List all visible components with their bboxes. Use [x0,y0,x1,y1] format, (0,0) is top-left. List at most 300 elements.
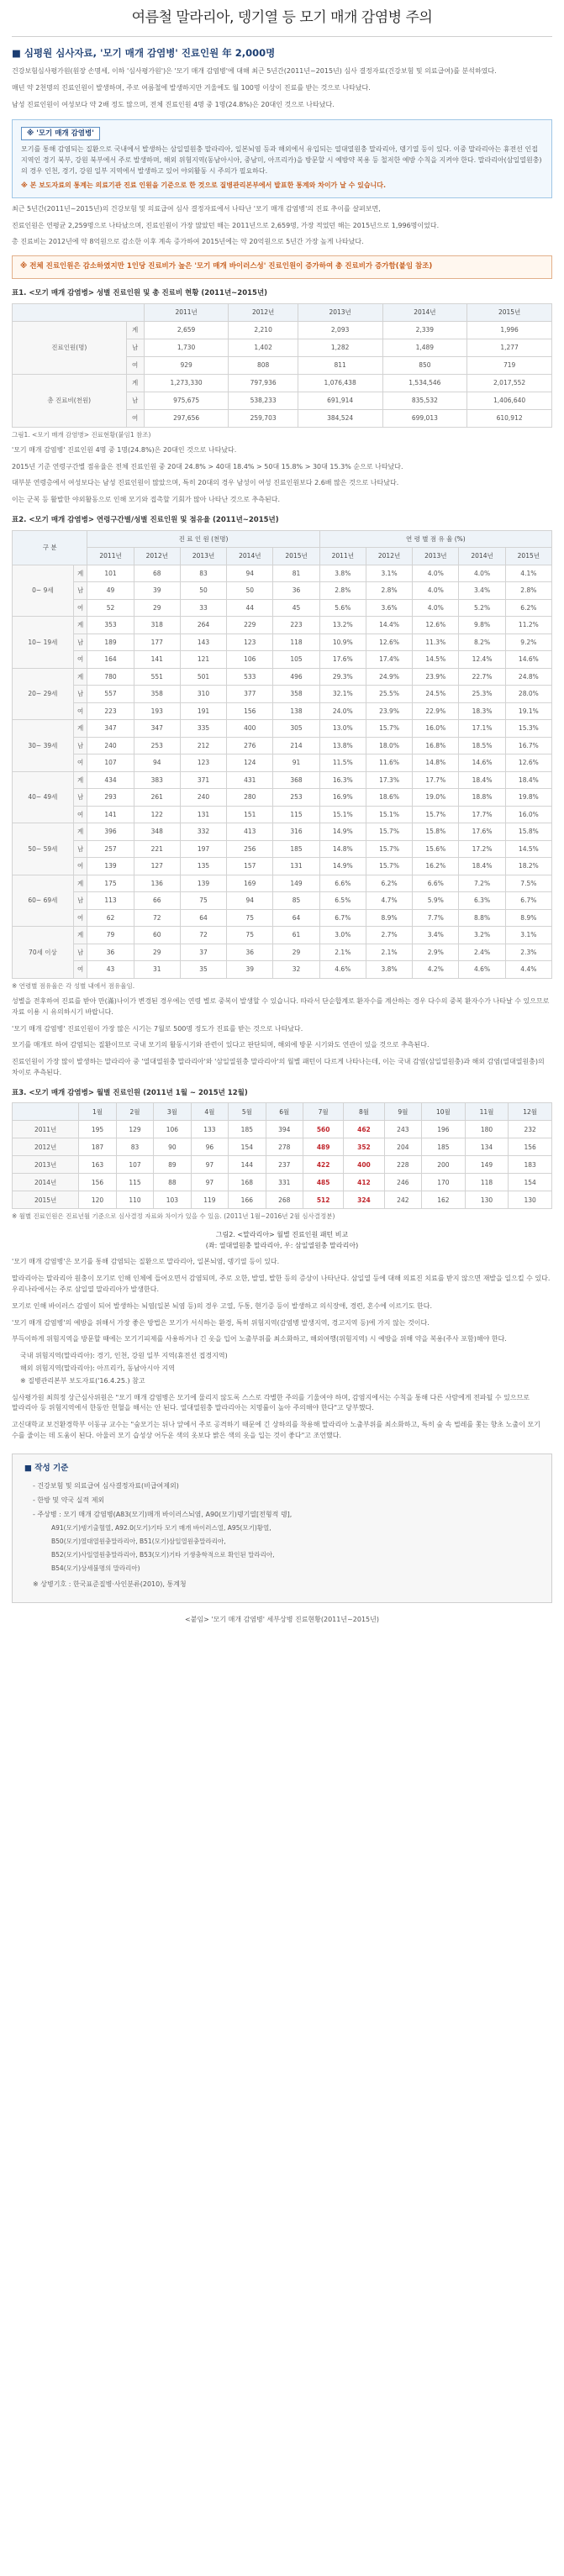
table3-cell: 130 [509,1191,552,1209]
table3-cell: 119 [191,1191,228,1209]
table3-year-label: 2015년 [13,1191,79,1209]
table2-cell: 24.5% [413,686,459,703]
table3-cell: 156 [509,1138,552,1156]
table2-cell: 2.1% [366,944,412,961]
table2-age-label: 10~ 19세 [13,617,74,669]
table-row [13,1174,552,1191]
table2-year-header: 2012년 [366,548,412,565]
table2-cell: 131 [273,858,319,875]
table3-month-header: 9월 [384,1103,421,1121]
table1-cell: 610,912 [467,409,552,427]
table1-cell: 297,656 [144,409,229,427]
table3-cell: 90 [154,1138,191,1156]
paragraph: 말라리아는 말라리아 원충이 모기로 인해 인체에 들어오면서 감염되며, 주로 오한, 발열, 발한 등의 증상이 나타난다. 삼일열 등에 대해 의료진 치료를 받지 않으면 재발을 일으킬 수 있다. 우리나라에서는 주로 삼일열 말라리아가 발생한다. [12,1275,551,1293]
table2-cell: 123 [227,633,273,651]
table3-cell: 228 [384,1156,421,1174]
table2-cell: 8.9% [366,909,412,927]
table3-cell: 204 [384,1138,421,1156]
table2-cell: 3.6% [366,599,412,617]
table-row [13,754,552,772]
table2-sex-label: 계 [73,875,87,892]
table2-cell: 240 [87,737,134,754]
table3-cell: 352 [344,1138,384,1156]
table2-cell: 175 [87,875,134,892]
table1-cell: 811 [298,356,382,374]
table1-cell: 1,076,438 [298,374,382,392]
table2-cell: 135 [180,858,226,875]
table1-cell: 1,996 [467,321,552,339]
table2-cell: 75 [180,892,226,910]
table2-cell: 143 [180,633,226,651]
table2-sex-label: 여 [73,858,87,875]
table2-cell: 113 [87,892,134,910]
table2-cell: 4.1% [505,565,551,582]
paragraph: 진료인원이 가장 많이 발생하는 말라리아 중 '열대열원충 말라리아'와 '삼일열원충 말라리아'의 월별 패턴이 다르게 나타나는데, 이는 국내 감염(삼일열원충)과 해외 감염(열대열원충)의 차이로 추측된다. [12,1058,545,1076]
table3-cell: 180 [465,1121,509,1138]
table2-sex-label: 계 [73,720,87,738]
table3 [12,1102,552,1209]
bullet-item: 국내 위험지역(말라리아): 경기, 인천, 강원 일부 지역(휴전선 접경지역) [20,1352,228,1360]
table2-cell: 348 [134,823,180,841]
table2-sex-label: 남 [73,633,87,651]
table3-cell: 232 [509,1121,552,1138]
table3-cell: 462 [344,1121,384,1138]
table2-sex-label: 계 [73,771,87,789]
table2-cell: 253 [273,789,319,807]
table2-cell: 17.2% [459,840,505,858]
table2-cell: 4.6% [319,961,366,979]
paragraph: 모기로 인해 바이러스 감염이 되어 발생하는 뇌염(일본 뇌염 등)의 경우 고열, 두통, 현기증 등이 발생하고 의식장애, 경련, 혼수에 이르기도 한다. [12,1301,433,1310]
table2-cell: 15.7% [366,720,412,738]
figure2-caption-line1: 그림2. <말라리아> 월별 진료인원 패턴 비교 [215,1230,349,1238]
table2-cell: 17.6% [459,823,505,841]
criteria-title: ■ 작성 기준 [24,1463,69,1473]
table2-cell: 14.5% [505,840,551,858]
table2-cell: 16.0% [505,806,551,823]
table2-cell: 8.2% [459,633,505,651]
table1-cell: 1,534,546 [382,374,467,392]
table3-cell: 187 [79,1138,116,1156]
table3-caption: ※ 월별 진료인원은 진료년월 기준으로 심사결정 자료와 차이가 있을 수 있음. (2011년 1월~2016년 2월 심사결정분) [12,1212,335,1221]
paragraph: 부득이하게 위험지역을 방문할 때에는 모기기피제를 사용하거나 긴 옷을 입어 노출부위를 최소화하고, 해외여행(위험지역) 시 예방을 위해 약을 복용(주사 포함)해야 한다. [12,1335,507,1343]
table1-group-label: 총 진료비(천원) [13,374,127,427]
table2-cell: 413 [227,823,273,841]
appendix-caption: <붙임> '모기 매개 감염병' 세부상병 진료현황(2011년~2015년) [184,1616,379,1624]
table2-year-header: 2015년 [273,548,319,565]
document-title: 여름철 말라리아, 뎅기열 등 모기 매개 감염병 주의 [12,0,552,37]
table2-cell: 14.8% [413,754,459,772]
table2-cell: 7.7% [413,909,459,927]
table2-cell: 138 [273,702,319,720]
table2-cell: 7.5% [505,875,551,892]
table2-cell: 39 [227,961,273,979]
table2-year-header: 2011년 [87,548,134,565]
table2-cell: 17.3% [366,771,412,789]
table2-cell: 3.0% [319,927,366,944]
table-row [13,944,552,961]
table2-cell: 17.1% [459,720,505,738]
table2-cell: 19.1% [505,702,551,720]
table1-cell: 797,936 [229,374,298,392]
table2-cell: 39 [134,582,180,600]
table2-cell: 4.0% [413,565,459,582]
table3-cell: 96 [191,1138,228,1156]
table2-cell: 16.8% [413,737,459,754]
table3-cell: 103 [154,1191,191,1209]
table-row [13,737,552,754]
table2-cell: 551 [134,668,180,686]
table2-cell: 45 [273,599,319,617]
table2-cell: 4.0% [459,565,505,582]
table2-cell: 25.3% [459,686,505,703]
table2-cell: 24.0% [319,702,366,720]
table3-cell: 246 [384,1174,421,1191]
table2-sex-label: 계 [73,927,87,944]
table2-cell: 139 [180,875,226,892]
table2-cell: 358 [273,686,319,703]
square-bullet-icon: ■ [12,47,21,59]
table2-cell: 2.8% [319,582,366,600]
table2-cell: 81 [273,565,319,582]
table1-sex-label: 계 [126,374,144,392]
table2-cell: 2.8% [366,582,412,600]
table2-cell: 4.4% [505,961,551,979]
table2-cell: 14.6% [459,754,505,772]
table3-year-label: 2011년 [13,1121,79,1138]
table3-cell: 512 [303,1191,344,1209]
table-row [13,892,552,910]
table2-cell: 36 [227,944,273,961]
table3-cell: 331 [266,1174,303,1191]
table1-year-header: 2014년 [382,303,467,321]
paragraph: '모기 매개 감염병'은 모기를 통해 감염되는 질환으로 말라리아, 일본뇌염, 뎅기열 등이 있다. [12,1258,280,1266]
table2-year-header: 2011년 [319,548,366,565]
table2-cell: 9.8% [459,617,505,634]
table-row [13,651,552,669]
table2-cell: 83 [180,565,226,582]
table2-cell: 2.1% [319,944,366,961]
table2-sex-label: 남 [73,892,87,910]
table2-cell: 23.9% [366,702,412,720]
table2-cell: 2.3% [505,944,551,961]
table2-cell: 16.3% [319,771,366,789]
table-row [13,1156,552,1174]
table1-sex-label: 남 [126,392,144,409]
table1-sex-label: 계 [126,321,144,339]
table2-cell: 4.0% [413,599,459,617]
table3-month-header: 11월 [465,1103,509,1121]
table2-cell: 18.4% [459,858,505,875]
table2-cell: 94 [227,565,273,582]
table2-cell: 6.2% [505,599,551,617]
table3-cell: 560 [303,1121,344,1138]
table3-cell: 166 [229,1191,266,1209]
table3-cell: 130 [465,1191,509,1209]
table2-cell: 3.8% [366,961,412,979]
table2-cell: 223 [87,702,134,720]
criteria-line: - 한방 및 약국 실적 제외 [33,1496,105,1504]
table2-cell: 15.7% [366,858,412,875]
table2-cell: 18.3% [459,702,505,720]
table3-cell: 120 [79,1191,116,1209]
table2-cell: 64 [273,909,319,927]
table-row [13,321,552,339]
table2-cell: 280 [227,789,273,807]
paragraph: 심사평가원 최희정 상근심사위원은 "모기 매개 감염병은 모기에 물리지 않도록 스스로 각별한 주의를 기울여야 하며, 감염지에서는 수칙을 통해 다른 사람에게 전파될 수 있으므로 말라리아 등 위험지역에서 한동안 헌혈을 해서는 안 된다. 열대열원충 말라리아는 치명률이 높아 주의해야 한다"고 당부했다. [12,1393,530,1412]
table2-sex-label: 남 [73,944,87,961]
table2-cell: 157 [227,858,273,875]
table2-cell: 94 [227,892,273,910]
table2-cell: 15.8% [413,823,459,841]
table2-cell: 121 [180,651,226,669]
table2-cell: 316 [273,823,319,841]
table2-cell: 29.3% [319,668,366,686]
table2-sex-label: 여 [73,754,87,772]
table3-cell: 268 [266,1191,303,1209]
table2-sex-label: 여 [73,702,87,720]
criteria-line: - 건강보험 및 의료급여 심사결정자료(비급여제외) [33,1481,179,1490]
table2-cell: 240 [180,789,226,807]
table2-cell: 60 [134,927,180,944]
table1-cell: 808 [229,356,298,374]
table1-cell: 384,524 [298,409,382,427]
table3-cell: 88 [154,1174,191,1191]
table2-cell: 11.6% [366,754,412,772]
table2-cell: 310 [180,686,226,703]
table3-month-header: 4월 [191,1103,228,1121]
table2-cell: 141 [134,651,180,669]
paragraph: 2015년 기준 연령구간별 점유율은 전체 진료인원 중 20대 24.8% > 40대 18.4% > 50대 15.8% > 30대 15.3% 순으로 나타났다. [12,462,403,471]
table2-cell: 496 [273,668,319,686]
criteria-sub: B54(모기)상세불명의 말라리아) [51,1564,140,1572]
paragraph: 총 진료비는 2012년에 약 8억원으로 감소한 이후 계속 증가하여 2015년에는 약 20억원으로 5년간 가장 높게 나타났다. [12,238,364,246]
table2-cell: 256 [227,840,273,858]
table2-cell: 75 [227,909,273,927]
table2-cell: 68 [134,565,180,582]
table2-cell: 17.7% [413,771,459,789]
table2-cell: 13.0% [319,720,366,738]
table2-cell: 335 [180,720,226,738]
table2-sex-label: 남 [73,840,87,858]
table1-cell: 1,282 [298,339,382,356]
table3-cell: 144 [229,1156,266,1174]
table2-cell: 212 [180,737,226,754]
table-row [13,1138,552,1156]
table2-cell: 358 [134,686,180,703]
table2-cell: 6.5% [319,892,366,910]
table2-cell: 293 [87,789,134,807]
table2-cell: 8.8% [459,909,505,927]
table2-cell: 347 [87,720,134,738]
table1-sex-label: 여 [126,409,144,427]
table2-cell: 24.8% [505,668,551,686]
table2-cell: 3.4% [413,927,459,944]
table3-corner [13,1103,79,1121]
table-row [13,875,552,892]
table2-cell: 4.7% [366,892,412,910]
table2-cell: 15.3% [505,720,551,738]
table1-cell: 719 [467,356,552,374]
paragraph: 성별을 전후하여 진료를 받아 만(滿)나이가 변경된 경우에는 연령 별로 중복이 발생할 수 있습니다. 따라서 단순합계로 환자수를 계산하는 경우 다수의 중복 환자수가 나타날 수 있으므로 자료 이용 시 유의하시기 바랍니다. [12,996,550,1016]
table2-cell: 3.1% [505,927,551,944]
table3-month-header: 3월 [154,1103,191,1121]
table3-cell: 185 [422,1138,466,1156]
table2-cell: 14.6% [505,651,551,669]
table2-cell: 257 [87,840,134,858]
callout-body: 모기를 통해 감염되는 질환으로 국내에서 발생하는 삼일열원충 말라리아, 일본뇌염 등과 해외에서 유입되는 열대열원충 말라리아, 뎅기열 등이 있다. 이중 말라리아는 휴전선 인접지역인 경기 북부, 강원 북부에서 주로 발생하며, 해외 위험지역(동남아시아, 중남미, 아프리카)을 방문할 시 예방약 복용 등 철저한 예방 수칙을 지켜야 한다. 말라리아(삼일열원충)의 경우 인천, 경기, 강원 일부 지역에서 발생하고 있어 야외활동 시 주의가 필요하다. [21,145,542,175]
table3-cell: 195 [79,1121,116,1138]
table-row [13,823,552,841]
table1 [12,303,552,428]
table3-cell: 183 [509,1156,552,1174]
table2-cell: 305 [273,720,319,738]
table3-month-header: 1월 [79,1103,116,1121]
paragraph: '모기 매개 감염병' 진료인원이 가장 많은 시기는 7월로 500명 정도가 진료를 받는 것으로 나타났다. [12,1024,303,1033]
table2-cell: 25.5% [366,686,412,703]
table-row [13,668,552,686]
table3-cell: 118 [465,1174,509,1191]
table2-cell: 29 [134,944,180,961]
table3-month-header: 6월 [266,1103,303,1121]
table2-cell: 6.6% [319,875,366,892]
table2-cell: 11.5% [319,754,366,772]
table3-cell: 107 [116,1156,153,1174]
table2-cell: 189 [87,633,134,651]
table1-cell: 1,402 [229,339,298,356]
criteria-sub: A91(모기)뎅기출혈열, A92.0(모기)기타 모기 매개 바이러스열, A95(모기)황열, [51,1524,271,1532]
table2-cell: 115 [273,806,319,823]
table2-cell: 264 [180,617,226,634]
table2-age-label: 40~ 49세 [13,771,74,823]
table2-cell: 61 [273,927,319,944]
table2-sex-label: 남 [73,582,87,600]
bullet-item: ※ 질병관리본부 보도자료('16.4.25.) 참고 [20,1376,145,1385]
table2-cell: 6.7% [505,892,551,910]
table2-cell: 13.2% [319,617,366,634]
table2-cell: 3.2% [459,927,505,944]
table2-cell: 18.6% [366,789,412,807]
table2-cell: 10.9% [319,633,366,651]
table3-cell: 149 [465,1156,509,1174]
table2-cell: 141 [87,806,134,823]
table2-cell: 221 [134,840,180,858]
table2-cell: 177 [134,633,180,651]
table2-sex-label: 여 [73,599,87,617]
table2-cell: 557 [87,686,134,703]
table2-cell: 197 [180,840,226,858]
table2-age-label: 50~ 59세 [13,823,74,875]
table2-cell: 4.0% [413,582,459,600]
table2-cell: 14.5% [413,651,459,669]
table2-cell: 14.8% [319,840,366,858]
table2-cell: 32 [273,961,319,979]
table1-sex-label: 남 [126,339,144,356]
table1-cell: 929 [144,356,229,374]
figure2-caption-line2: (좌: 열대열원충 말라리아, 우: 삼일열원충 말라리아) [205,1241,359,1249]
table2-cell: 18.4% [505,771,551,789]
table2-cell: 75 [227,927,273,944]
table-row [13,927,552,944]
table2 [12,530,552,979]
table3-cell: 278 [266,1138,303,1156]
table2-age-label: 0~ 9세 [13,565,74,617]
table-row [13,374,552,392]
table2-cell: 4.6% [459,961,505,979]
table2-cell: 50 [180,582,226,600]
table3-month-header: 2월 [116,1103,153,1121]
table2-sex-label: 계 [73,565,87,582]
table1-group-label: 진료인원(명) [13,321,127,374]
table2-cell: 2.8% [505,582,551,600]
table2-year-header: 2013년 [180,548,226,565]
table2-cell: 169 [227,875,273,892]
table2-cell: 107 [87,754,134,772]
table-row [13,582,552,600]
callout-note: ※ 본 보도자료의 통계는 의료기관 진료 인원을 기준으로 한 것으로 질병관리본부에서 발표한 통계와 차이가 날 수 있습니다. [21,181,387,189]
table-row [13,771,552,789]
table2-cell: 33 [180,599,226,617]
criteria-line: - 주상병 : 모기 매개 감염병(A83(모기)매개 바이러스뇌염, A90(모기)뎅기열[전형적 뎅], [33,1510,293,1518]
table2-cell: 13.8% [319,737,366,754]
table1-cell: 2,093 [298,321,382,339]
table2-cell: 122 [134,806,180,823]
table2-cell: 15.7% [366,823,412,841]
table3-title: 표3. <모기 매개 감염병> 월별 진료인원 (2011년 1월 ~ 2015년 12월) [12,1088,248,1097]
table3-cell: 185 [229,1121,266,1138]
table2-cell: 15.7% [366,840,412,858]
table2-cell: 123 [180,754,226,772]
table3-cell: 489 [303,1138,344,1156]
table2-cell: 253 [134,737,180,754]
table2-cell: 12.6% [505,754,551,772]
table3-year-label: 2014년 [13,1174,79,1191]
table2-cell: 276 [227,737,273,754]
table2-sex-label: 계 [73,668,87,686]
table2-cell: 368 [273,771,319,789]
table2-cell: 18.0% [366,737,412,754]
table3-cell: 196 [422,1121,466,1138]
table1-year-header: 2012년 [229,303,298,321]
paragraph: 최근 5년간(2011년~2015년)의 건강보험 및 의료급여 심사 결정자료에서 나타난 '모기 매개 감염병'의 진료 추이를 살펴보면, [12,204,381,213]
table3-cell: 115 [116,1174,153,1191]
table2-cell: 149 [273,875,319,892]
table1-cell: 1,406,640 [467,392,552,409]
table2-cell: 37 [180,944,226,961]
table1-cell: 2,659 [144,321,229,339]
table2-sex-label: 여 [73,651,87,669]
table2-sex-label: 계 [73,617,87,634]
table3-cell: 242 [384,1191,421,1209]
table2-cell: 17.6% [319,651,366,669]
table2-cell: 22.7% [459,668,505,686]
table2-cell: 12.4% [459,651,505,669]
table-row [13,858,552,875]
table2-cell: 79 [87,927,134,944]
table2-cell: 151 [227,806,273,823]
table2-cell: 14.4% [366,617,412,634]
table2-cell: 5.2% [459,599,505,617]
table2-cell: 28.0% [505,686,551,703]
table2-title: 표2. <모기 매개 감염병> 연령구간별/성별 진료인원 및 점유율 (2011년~2015년) [12,515,279,524]
table2-cell: 18.5% [459,737,505,754]
table1-year-header: 2015년 [467,303,552,321]
table2-cell: 400 [227,720,273,738]
table3-cell: 163 [79,1156,116,1174]
table3-cell: 110 [116,1191,153,1209]
table2-count-header: 진 료 인 원 (천명) [87,530,319,548]
table-row [13,806,552,823]
table2-cell: 24.9% [366,668,412,686]
